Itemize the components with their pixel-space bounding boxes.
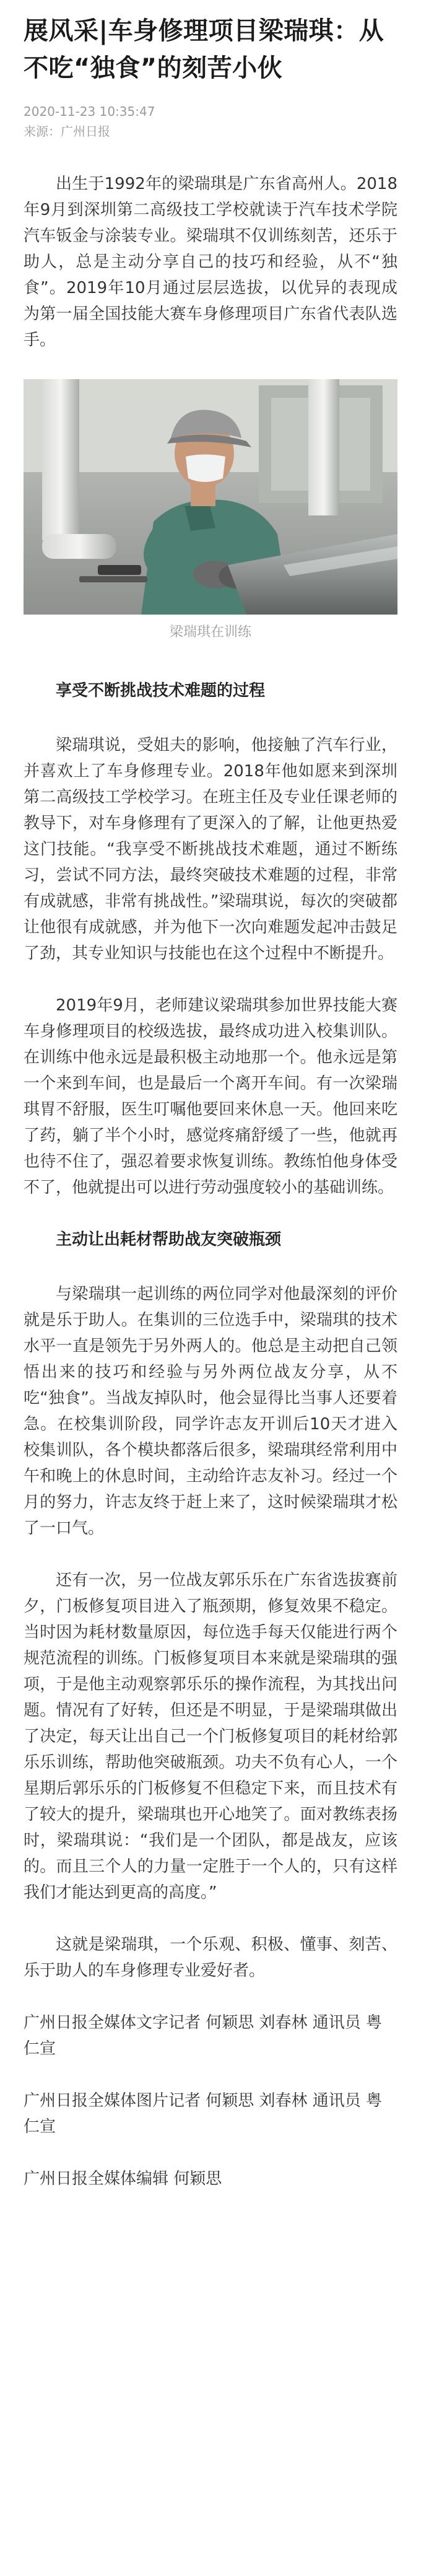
training-photo [24,379,397,615]
intro-paragraph: 出生于1992年的梁瑞琪是广东省高州人。2018年9月到深圳第二高级技工学校就读于汽车技术学院汽车钣金与涂装专业。梁瑞琪不仅训练刻苦，还乐于助人，总是主动分享自己的技巧和经验，从不“独食”。2019年10月通过层层选拔，以优异的表现成为第一届全国技能大赛车身修理项目广东省代表队选手。 [24,175,397,349]
body-paragraph: 2019年9月，老师建议梁瑞琪参加世界技能大赛车身修理项目的校级选拔，最终成功进入校集训队。在训练中他永远是最积极主动地那一个。他永远是第一个来到车间，也是最后一个离开车间。有一次梁瑞琪胃不舒服，医生叮嘱他要回来休息一天。他回来吃了药，躺了半个小时，感觉疼痛舒缓了一些，他就再也待不住了，强忍着要求恢复训练。教练怕他身体受不了，他就提出可以进行劳动强度较小的基础训练。 [24,996,397,1197]
credit-line: 广州日报全媒体图片记者 何颖思 刘春林 通讯员 粤仁宣 [24,2092,383,2136]
article-title: 展风采|车身修理项目梁瑞琪：从不吃“独食”的刻苦小伙 [24,17,384,82]
body-paragraph: 梁瑞琪说，受姐夫的影响，他接触了汽车行业，并喜欢上了车身修理专业。2018年他如愿来到深圳第二高级技工学校学习。在班主任及专业任课老师的教导下，对车身修理有了更深入的了解，让他更热爱这门技能。“我享受不断挑战技术难题，通过不断练习，尝试不同方法，最终突破技术难题的过程，非常有成就感，非常有挑战性。”梁瑞琪说，每次的突破都让他很有成就感，并为他下一次向难题发起冲击鼓足了劲，其专业知识与技能也在这个过程中不断提升。 [24,736,397,963]
credit-line: 广州日报全媒体文字记者 何颖思 刘春林 通讯员 粤仁宣 [24,2013,383,2058]
section-heading: 享受不断挑战技术难题的过程 [56,681,266,700]
credit-line: 广州日报全媒体编辑 何颖思 [24,2170,222,2188]
figure-caption: 梁瑞琪在训练 [169,624,251,640]
article-body [24,171,397,2192]
article-figure [24,379,397,642]
body-paragraph: 还有一次，另一位战友郭乐乐在广东省选拔赛前夕，门板修复项目进入了瓶颈期，修复效果不稳定。当时因为耗材数量原因，每位选手每天仅能进行两个规范流程的训练。门板修复项目本来就是梁瑞琪的强项，于是他主动观察郭乐乐的操作流程，为其找出问题。情况有了好转，但还是不明显，于是梁瑞琪做出了决定，每天让出自己一个门板修复项目的耗材给郭乐乐训练，帮助他突破瓶颈。功夫不负有心人，一个星期后郭乐乐的门板修复不但稳定下来，而且技术有了较大的提升，梁瑞琪也开心地笑了。面对教练表扬时，梁瑞琪说：“我们是一个团队，都是战友，应该的。而且三个人的力量一定胜于一个人的，只有这样我们才能达到更高的高度。” [24,1571,397,1902]
article-meta [24,102,397,141]
article-source: 来源：广州日报 [24,124,110,139]
publish-date: 2020-11-23 10:35:47 [24,104,155,119]
section-heading: 主动让出耗材帮助战友突破瓶颈 [56,1230,282,1249]
body-paragraph: 与梁瑞琪一起训练的两位同学对他最深刻的评价就是乐于助人。在集训的三位选手中，梁瑞琪的技术水平一直是领先于另外两人的。他总是主动把自己领悟出来的技巧和经验与另外两位战友分享，从不吃“独食”。当战友掉队时，他会显得比当事人还要着急。在校集训阶段，同学许志友开训后10天才进入校集训队，各个模块都落后很多，梁瑞琪经常利用中午和晚上的休息时间，主动给许志友补习。经过一个月的努力，许志友终于赶上来了，这时候梁瑞琪才松了一口气。 [24,1285,397,1538]
body-paragraph: 这就是梁瑞琪，一个乐观、积极、懂事、刻苦、乐于助人的车身修理专业爱好者。 [24,1935,397,1980]
